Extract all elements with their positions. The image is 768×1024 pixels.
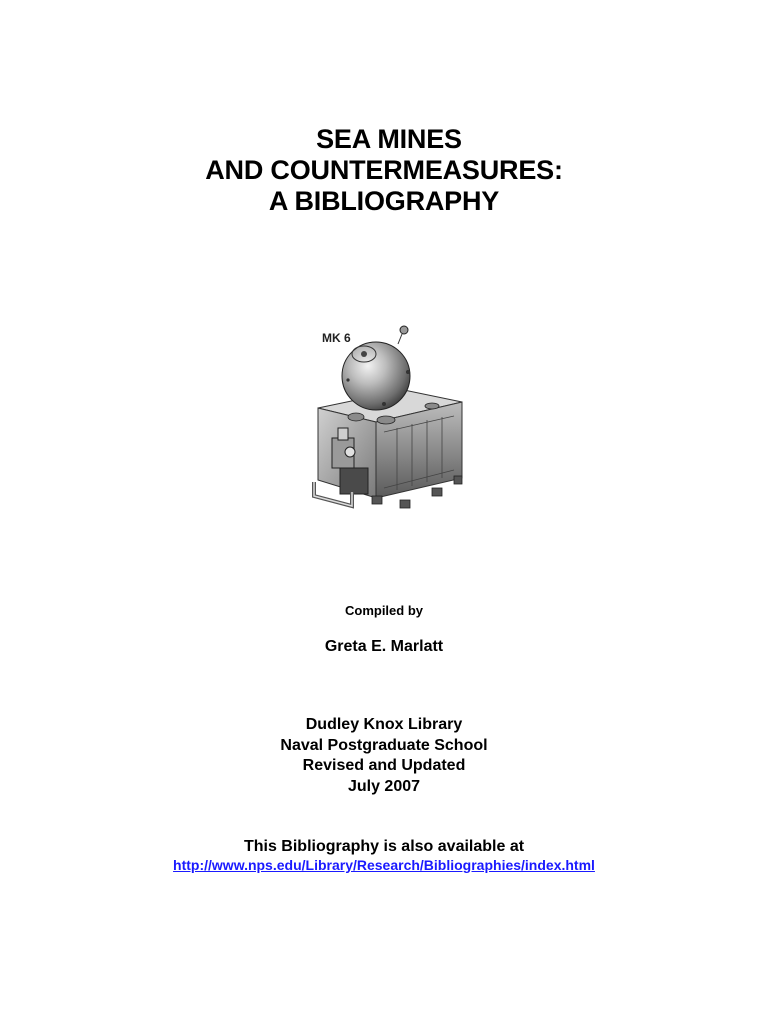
sea-mine-icon (312, 320, 472, 520)
author-name: Greta E. Marlatt (324, 638, 444, 655)
publisher-info (0, 715, 768, 797)
availability-notice (0, 837, 768, 875)
availability-text: This Bibliography is also available at (243, 838, 525, 855)
publisher-line-date: July 2007 (347, 777, 421, 795)
compiled-by-label: Compiled by (344, 603, 423, 618)
publisher-line-library: Dudley Knox Library (305, 716, 463, 733)
publisher-line-revised: Revised and Updated (302, 757, 466, 774)
title-line-1: SEA MINES (316, 124, 462, 154)
document-title (0, 124, 768, 217)
bibliography-url-link[interactable]: http://www.nps.edu/Library/Research/Bibliographies/index.html (173, 857, 595, 873)
sea-mine-illustration (312, 320, 472, 520)
title-line-3: A BIBLIOGRAPHY (268, 186, 500, 216)
publisher-line-school: Naval Postgraduate School (280, 736, 488, 754)
figure-label: MK 6 (322, 331, 351, 345)
title-line-2: AND COUNTERMEASURES: (205, 155, 563, 185)
